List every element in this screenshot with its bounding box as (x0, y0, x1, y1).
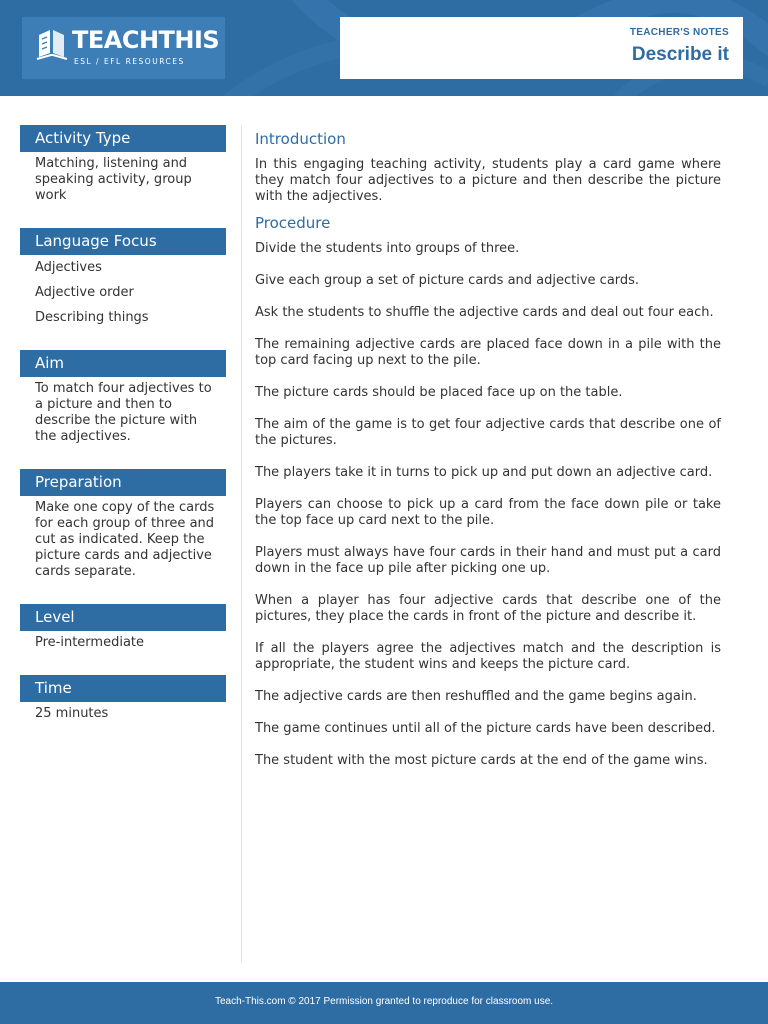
preparation-heading: Preparation (20, 469, 226, 496)
aim-heading: Aim (20, 350, 226, 377)
language-focus-list (20, 255, 226, 326)
procedure-step: Give each group a set of picture cards and adjective cards. (255, 273, 640, 288)
language-focus-heading: Language Focus (20, 228, 226, 255)
main-content (255, 129, 721, 785)
column-divider (241, 125, 242, 963)
procedure-step: The student with the most picture cards at the end of the game wins. (255, 753, 708, 768)
time-text: 25 minutes (35, 706, 109, 721)
procedure-heading: Procedure (255, 214, 331, 232)
level-heading: Level (20, 604, 226, 631)
procedure-step: The adjective cards are then reshuffled and the game begins again. (255, 689, 697, 704)
procedure-step: Players can choose to pick up a card from the face down pile or take the top face up card next to the pile. (255, 497, 721, 528)
procedure-step: The remaining adjective cards are placed face down in a pile with the top card facing up next to the pile. (255, 337, 721, 368)
procedure-list (255, 241, 721, 769)
introduction-text: In this engaging teaching activity, students play a card game where they match four adjectives to a picture and then describe the picture with the adjectives. (255, 157, 721, 204)
preparation-text: Make one copy of the cards for each group of three and cut as indicated. Keep the picture cards and adjective cards separate. (35, 500, 215, 579)
aim-section (20, 350, 226, 445)
procedure-step: When a player has four adjective cards that describe one of the pictures, they place the cards in front of the picture and describe it. (255, 593, 721, 624)
time-section (20, 675, 226, 722)
title-box (340, 17, 743, 79)
activity-type-text: Matching, listening and speaking activity, group work (35, 156, 192, 203)
procedure-step: The aim of the game is to get four adjective cards that describe one of the pictures. (255, 417, 721, 448)
procedure-step: The game continues until all of the picture cards have been described. (255, 721, 716, 736)
language-focus-section (20, 228, 226, 326)
procedure-step: If all the players agree the adjectives match and the description is appropriate, the student wins and keeps the picture card. (255, 641, 721, 672)
language-focus-item: Describing things (35, 310, 149, 325)
preparation-section (20, 469, 226, 580)
sidebar (20, 125, 226, 746)
language-focus-item: Adjectives (35, 260, 102, 275)
page-footer (0, 982, 768, 1024)
activity-type-heading: Activity Type (20, 125, 226, 152)
logo[interactable] (22, 17, 225, 79)
level-section (20, 604, 226, 651)
introduction-heading: Introduction (255, 130, 346, 148)
language-focus-item: Adjective order (35, 285, 134, 300)
time-heading: Time (20, 675, 226, 702)
page-header (0, 0, 768, 96)
logo-subtitle: ESL / EFL RESOURCES (74, 57, 185, 66)
page-title: Describe it (631, 44, 729, 65)
procedure-step: Ask the students to shuffle the adjective cards and deal out four each. (255, 305, 714, 320)
notes-label: TEACHER'S NOTES (629, 27, 729, 38)
activity-type-section (20, 125, 226, 204)
procedure-step: The players take it in turns to pick up and put down an adjective card. (255, 465, 713, 480)
aim-text: To match four adjectives to a picture and then to describe the picture with the adjectives. (35, 381, 212, 444)
logo-name: TEACHTHIS (72, 26, 220, 54)
procedure-step: Divide the students into groups of three. (255, 241, 520, 256)
level-text: Pre-intermediate (35, 635, 145, 650)
procedure-step: The picture cards should be placed face up on the table. (255, 385, 623, 400)
footer-copyright: Teach-This.com © 2017 Permission granted to reproduce for classroom use. (214, 996, 554, 1007)
open-book-icon (36, 27, 68, 63)
procedure-step: Players must always have four cards in their hand and must put a card down in the face up pile after picking one up. (255, 545, 721, 576)
